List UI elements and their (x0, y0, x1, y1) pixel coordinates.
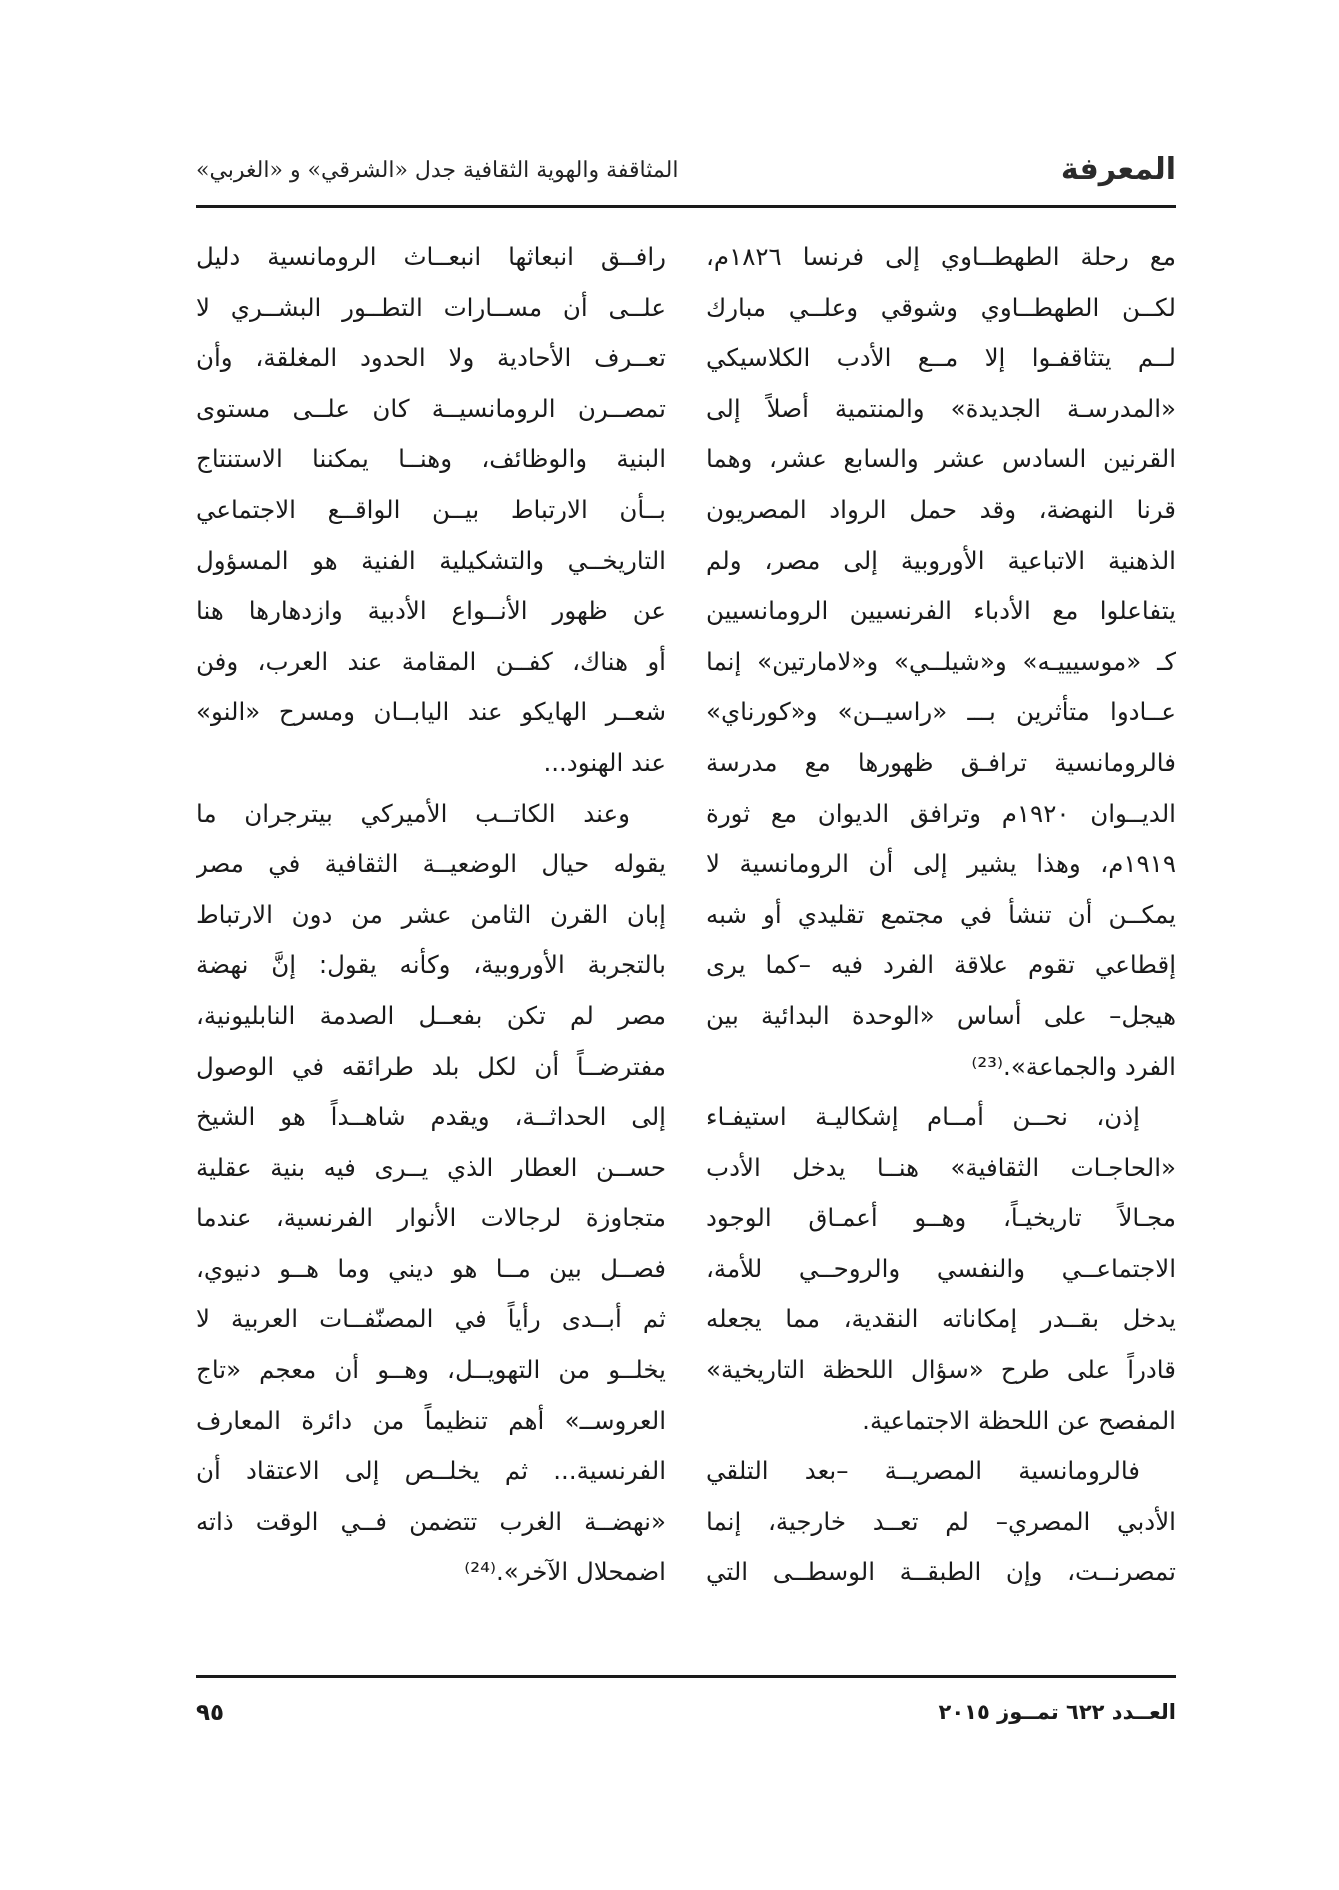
text-line: «نهضــة الغرب تتضمن فــي الوقت ذاته (196, 1506, 666, 1536)
text-line: عند الهنود... (543, 747, 666, 777)
left-text-column (196, 232, 666, 1598)
footer-divider (196, 1675, 1176, 1678)
page-footer (196, 1700, 1176, 1740)
text-line: فالرومانسية ترافـق ظهورها مع مدرسة (706, 747, 1176, 777)
text-line: التاريخــي والتشكيلية الفنية هو المسؤول (196, 545, 666, 575)
right-text-column (706, 232, 1176, 1598)
text-line: قرنا النهضة، وقد حمل الرواد المصريون (706, 494, 1176, 524)
text-line: قادراً على طرح «سؤال اللحظة التاريخية» (706, 1355, 1176, 1385)
text-line: يمكــن أن تنشأ في مجتمع تقليدي أو شبه (706, 899, 1176, 929)
text-line: الأدبي المصري– لم تعــد خارجية، إنما (706, 1506, 1176, 1536)
text-line: مفترضــاً أن لكل بلد طرائقه في الوصول (196, 1051, 666, 1081)
text-line: يخلــو من التهويــل، وهــو أن معجم «تاج (196, 1355, 666, 1385)
text-line: ثم أبــدى رأياً في المصنّفــات العربية لا (196, 1304, 666, 1334)
page-number: ٩٥ (196, 1700, 225, 1726)
running-title: المثاقفة والهوية الثقافية جدل «الشرقي» و «الغربي» (196, 158, 679, 183)
text-line: فصــل بين مــا هو ديني وما هــو دنيوي، (196, 1253, 666, 1283)
text-line: متجاوزة لرجالات الأنوار الفرنسية، عندما (196, 1203, 666, 1233)
text-line: يقوله حيال الوضعيــة الثقافية في مصر (196, 849, 666, 879)
text-line: الاجتماعــي والنفسي والروحــي للأمة، (706, 1253, 1176, 1283)
text-line: هيجل– على أساس «الوحدة البدائية بين (706, 1000, 1176, 1030)
text-line: عن ظهور الأنــواع الأدبية وازدهارها هنا (196, 596, 666, 626)
text-line: إلى الحداثــة، ويقدم شاهــداً هو الشيخ (196, 1102, 666, 1132)
text-line: رافــق انبعاثها انبعــاث الرومانسية دليل (196, 242, 666, 271)
text-line: مجـالاً تاريخيـاً، وهــو أعمـاق الوجود (706, 1203, 1176, 1233)
text-line: «الحاجـات الثقافية» هنــا يدخل الأدب (706, 1152, 1176, 1182)
text-line: إذن، نحــن أمــام إشكاليـة استيفـاء (706, 1102, 1140, 1132)
text-line: أو هناك، كفــن المقامة عند العرب، وفن (196, 646, 666, 676)
text-line: إقطاعي تقوم علاقة الفرد فيه –كما يرى (706, 950, 1176, 980)
text-line: فالرومانسية المصريــة –بعد التلقي (706, 1456, 1140, 1486)
page-header (196, 150, 1176, 200)
text-line: مع رحلة الطهطــاوي إلى فرنسا ١٨٢٦م، (706, 242, 1176, 271)
text-line: يدخل بقــدر إمكاناته النقدية، مما يجعله (706, 1304, 1176, 1334)
text-line: «المدرسـة الجديدة» والمنتمية أصلاً إلى (706, 393, 1176, 423)
text-line: حســن العطار الذي يــرى فيه بنية عقلية (196, 1152, 666, 1182)
text-line: تمصــرن الرومانسيــة كان علــى مستوى (196, 393, 666, 423)
header-divider (196, 205, 1176, 208)
text-line: تعــرف الأحادية ولا الحدود المغلقة، وأن (196, 343, 666, 373)
text-line: المفصح عن اللحظة الاجتماعية. (862, 1405, 1176, 1435)
text-line: البنية والوظائف، وهنــا يمكننا الاستنتاج (196, 444, 666, 474)
text-line: عــادوا متأثرين بـــ «راسيــن» و«كورناي» (706, 697, 1176, 727)
text-line: لــم يتثاقفـوا إلا مــع الأدب الكلاسيكي (706, 343, 1176, 373)
text-line: اضمحلال الآخر».⁽²⁴⁾ (464, 1557, 666, 1587)
text-line: شعــر الهايكو عند اليابــان ومسرح «النو» (196, 697, 666, 727)
issue-info: العــدد ٦٢٢ تمــوز ٢٠١٥ (938, 1700, 1176, 1724)
text-line: الذهنية الاتباعية الأوروبية إلى مصر، ولم (706, 545, 1176, 575)
text-line: لكــن الطهطــاوي وشوقي وعلــي مبارك (706, 292, 1176, 322)
text-line: يتفاعلوا مع الأدباء الفرنسيين الرومانسيين (706, 596, 1176, 626)
text-line: القرنين السادس عشر والسابع عشر، وهما (706, 444, 1176, 474)
text-line: تمصرنــت، وإن الطبقــة الوسطــى التي (706, 1557, 1176, 1587)
text-line: مصر لم تكن بفعــل الصدمة النابليونية، (196, 1000, 666, 1030)
text-line: الفرنسية... ثم يخلــص إلى الاعتقاد أن (196, 1456, 666, 1486)
magazine-logo: المعرفة (1060, 152, 1176, 187)
text-line: بالتجربة الأوروبية، وكأنه يقول: إنَّ نهضة (196, 950, 666, 980)
text-line: إبان القرن الثامن عشر من دون الارتباط (196, 899, 666, 929)
text-line: الفرد والجماعة».⁽²³⁾ (971, 1051, 1176, 1081)
text-line: وعند الكاتــب الأميركي بيترجران ما (196, 798, 630, 828)
text-line: العروســ» أهم تنظيماً من دائرة المعارف (196, 1405, 666, 1435)
text-line: علــى أن مســارات التطــور البشــري لا (196, 292, 666, 322)
text-line: بــأن الارتباط بيــن الواقــع الاجتماعي (196, 494, 666, 524)
text-line: ١٩١٩م، وهذا يشير إلى أن الرومانسية لا (706, 849, 1176, 879)
text-line: كـ «موسيييـه» و«شيلــي» و«لامارتين» إنما (706, 646, 1176, 676)
text-line: الديــوان ١٩٢٠م وترافق الديوان مع ثورة (706, 798, 1176, 828)
